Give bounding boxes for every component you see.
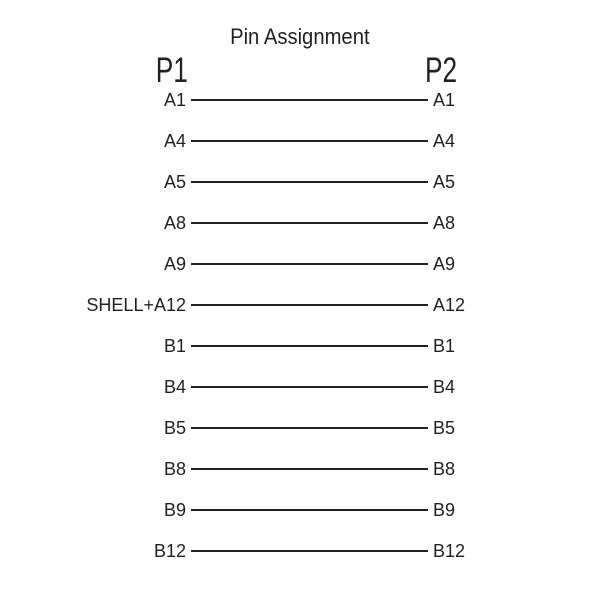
connector-p2-label: P2 [425, 51, 458, 90]
connection-wire [191, 386, 428, 388]
connector-p1-label: P1 [155, 51, 188, 90]
right-pin-label: B12 [433, 540, 466, 561]
connection-row [0, 366, 600, 407]
connection-wire [191, 263, 428, 265]
connection-row [0, 489, 600, 530]
connection-wire [191, 140, 428, 142]
right-pin-label: A12 [433, 294, 466, 315]
connection-row [0, 284, 600, 325]
left-pin-label: A9 [163, 253, 186, 274]
connection-row [0, 79, 600, 120]
connection-wire [191, 468, 428, 470]
left-pin-label: A1 [163, 89, 186, 110]
connection-row [0, 530, 600, 571]
diagram-title [0, 24, 600, 50]
connection-wire [191, 509, 428, 511]
left-pin-label: A4 [163, 130, 186, 151]
left-pin-label: B9 [163, 499, 186, 520]
right-pin-label: B9 [433, 499, 456, 520]
connection-wire [191, 345, 428, 347]
left-pin-label: B4 [163, 376, 186, 397]
right-pin-label: A8 [433, 212, 456, 233]
left-pin-label: B5 [163, 417, 186, 438]
connection-wire [191, 99, 428, 101]
connection-row [0, 407, 600, 448]
connection-wire [191, 427, 428, 429]
left-pin-label: B12 [153, 540, 186, 561]
left-pin-label: B1 [163, 335, 186, 356]
right-pin-label: B4 [433, 376, 456, 397]
connection-row [0, 202, 600, 243]
left-pin-label: A5 [163, 171, 186, 192]
left-pin-label: B8 [163, 458, 186, 479]
connection-row [0, 448, 600, 489]
left-pin-label: SHELL+A12 [86, 294, 186, 315]
connection-wire [191, 222, 428, 224]
diagram-title-text: Pin Assignment [230, 24, 370, 49]
left-pin-label: A8 [163, 212, 186, 233]
right-pin-label: B8 [433, 458, 456, 479]
right-pin-label: A9 [433, 253, 456, 274]
connection-row [0, 243, 600, 284]
connection-wire [191, 550, 428, 552]
right-pin-label: A1 [433, 89, 456, 110]
right-pin-label: A4 [433, 130, 456, 151]
connection-rows [0, 79, 600, 571]
connection-row [0, 325, 600, 366]
connection-wire [191, 304, 428, 306]
right-pin-label: B5 [433, 417, 456, 438]
connection-row [0, 120, 600, 161]
right-pin-label: B1 [433, 335, 456, 356]
connection-wire [191, 181, 428, 183]
connection-row [0, 161, 600, 202]
right-pin-label: A5 [433, 171, 456, 192]
